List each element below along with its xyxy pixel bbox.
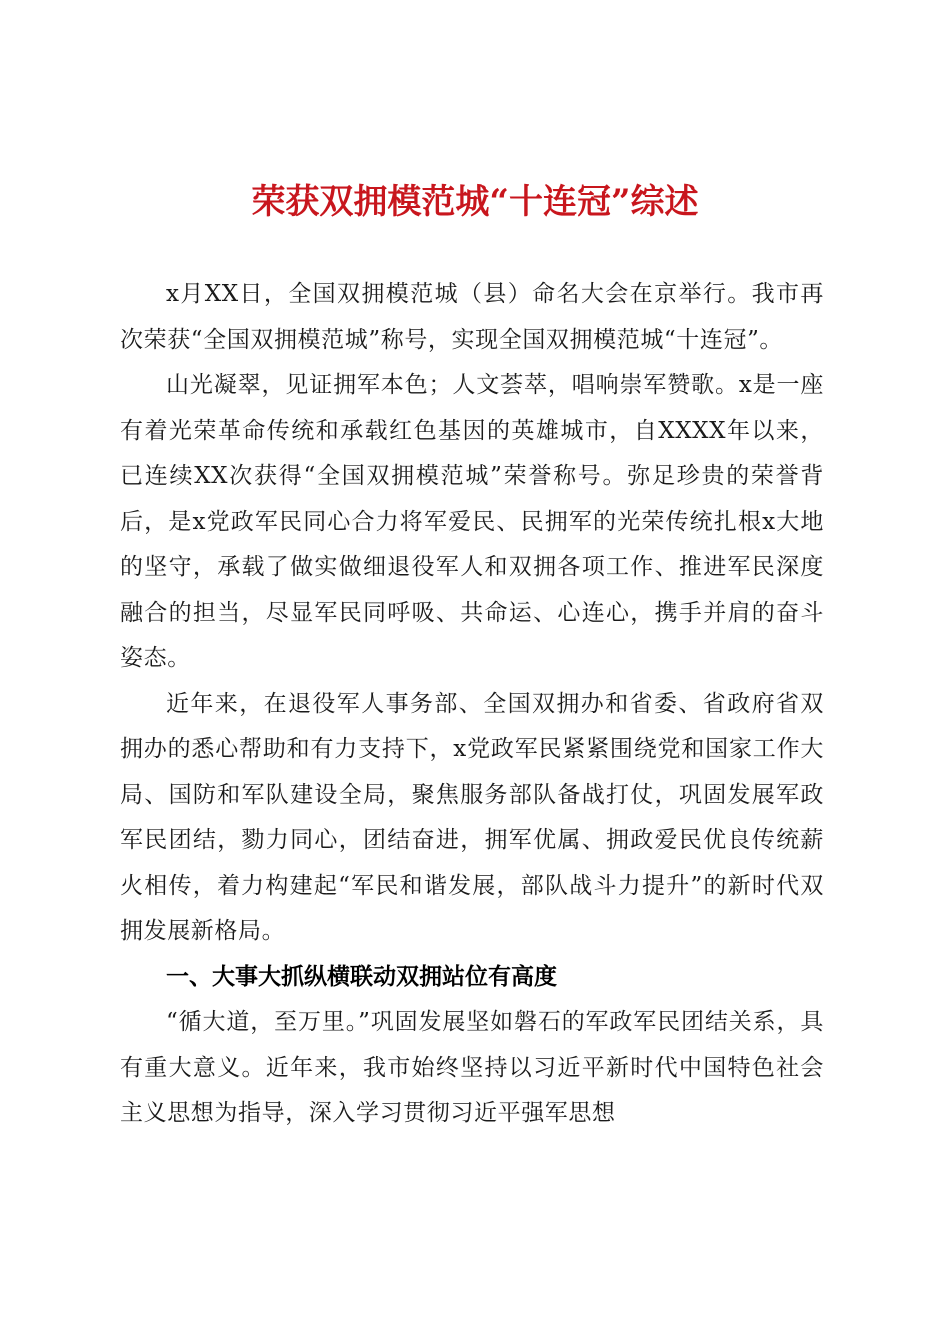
paragraph-intro: x月XX日，全国双拥模范城（县）命名大会在京举行。我市再次荣获“全国双拥模范城”称号，实现全国双拥模范城“十连冠”。	[120, 281, 824, 353]
paragraph-section-one: “循大道，至万里。”巩固发展坚如磐石的军政军民团结关系，具有重大意义。近年来，我市始终坚持以习近平新时代中国特色社会主义思想为指导，深入学习贯彻习近平强军思想	[120, 1009, 824, 1126]
document-body	[120, 272, 824, 1137]
document-title: 荣获双拥模范城“十连冠”综述	[251, 182, 699, 222]
paragraph-recent-years: 近年来，在退役军人事务部、全国双拥办和省委、省政府省双拥办的悉心帮助和有力支持下，x党政军民紧紧围绕党和国家工作大局、国防和军队建设全局，聚焦服务部队备战打仗，巩固发展军政军民团结，勠力同心，团结奋进，拥军优属、拥政爱民优良传统薪火相传，着力构建起“军民和谐发展，部队战斗力提升”的新时代双拥发展新格局。	[120, 690, 824, 944]
section-heading: 一、大事大抓纵横联动双拥站位有高度	[166, 963, 557, 990]
paragraph-history: 山光凝翠，见证拥军本色；人文荟萃，唱响崇军赞歌。x是一座有着光荣革命传统和承载红色基因的英雄城市，自XXXX年以来，已连续XX次获得“全国双拥模范城”荣誉称号。弥足珍贵的荣誉背后，是x党政军民同心合力将军爱民、民拥军的光荣传统扎根x大地的坚守，承载了做实做细退役军人和双拥各项工作、推进军民深度融合的担当，尽显军民同呼吸、共命运、心连心，携手并肩的奋斗姿态。	[120, 372, 824, 671]
